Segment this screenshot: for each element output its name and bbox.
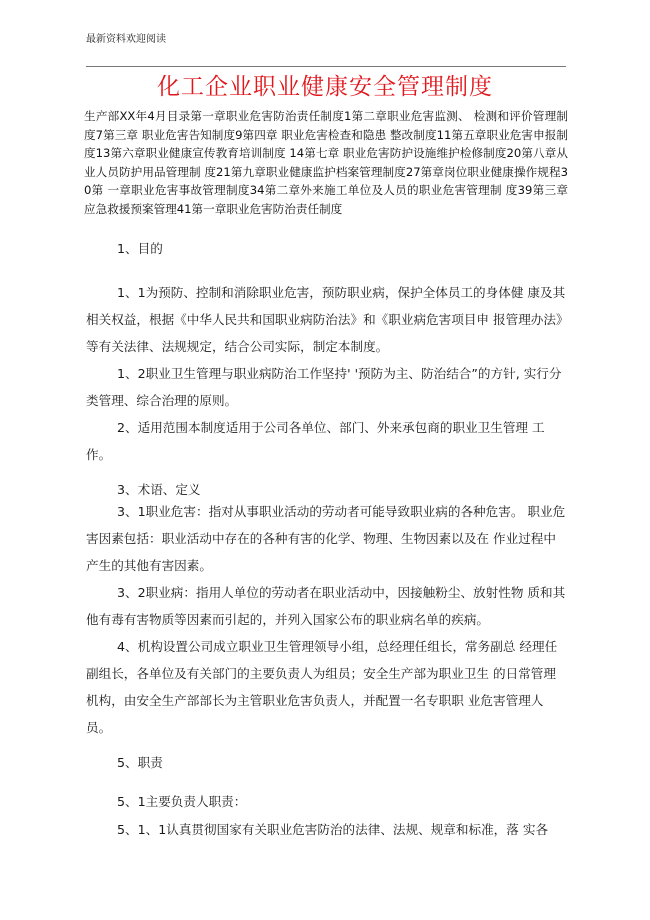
paragraph-organization: 4、机构设置公司成立职业卫生管理领导小组，总经理任组长，常务副总 经理任副组长，各单位及有关部门的主要负责人为组员；安全生产部为职业卫生 的日常管理机构，由安全生产部部长为主管职业危害负责人，并配置一名专职职 业危害管理人员。 [86, 639, 558, 735]
paragraph-1-1: 1、1为预防、控制和消除职业危害，预防职业病，保护全体员工的身体健 康及其相关权益，根据《中华人民共和国职业病防治法》和《职业病危害项目申 报管理办法》等有关法律、法规规定，结合公司实际，制定本制度。 [86, 285, 566, 354]
header-note: 最新资料欢迎阅读 [86, 34, 166, 45]
header-divider [86, 66, 566, 67]
subsection-heading-leader-duties: 5、1主要负责人职责： [117, 794, 247, 809]
paragraph-scope: 2、适用范围本制度适用于公司各单位、部门、外来承包商的职业卫生管理 工作。 [86, 420, 545, 462]
paragraph-1-2: 1、2职业卫生管理与职业病防治工作坚持' '预防为主、防治结合”的方针, 实行分类管理、综合治理的原则。 [86, 366, 562, 408]
table-of-contents: 生产部XX年4月目录第一章职业危害防治责任制度1第二章职业危害监测、 检测和评价管理制度7第三章 职业危害告知制度9第四章 职业危害检查和隐患 整改制度11第五章职业危害申报制度13第六章职业健康宣传教育培训制度 14第七章 职业危害防护设施维护检修制度20第八章从业人员防护用品管理制 度21第九章职业健康监护档案管理制度27第章岗位职业健康操作规程30第 一章职业危害事故管理制度34第二章外来施工单位及人员的职业危害管理制 度39第三章应急救援预案管理41第一章职业危害防治责任制度 [84, 109, 568, 216]
section-heading-terms: 3、术语、定义 [117, 482, 201, 497]
paragraph-3-1: 3、1职业危害：指对从事职业活动的劳动者可能导致职业病的各种危害。 职业危害因素包括：职业活动中存在的各种有害的化学、物理、生物因素以及在 作业过程中产生的其他有害因素。 [86, 504, 566, 573]
paragraph-3-2: 3、2职业病：指用人单位的劳动者在职业活动中，因接触粉尘、放射性物 质和其他有毒有害物质等因素而引起的，并列入国家公布的职业病名单的疾病。 [86, 585, 566, 627]
paragraph-5-1-1: 5、1、1认真贯彻国家有关职业危害防治的法律、法规、规章和标准，落 实各 [117, 822, 549, 837]
section-heading-duties: 5、职责 [117, 755, 163, 770]
document-title: 化工企业职业健康安全管理制度 [157, 74, 493, 100]
section-heading-purpose: 1、目的 [117, 241, 163, 256]
